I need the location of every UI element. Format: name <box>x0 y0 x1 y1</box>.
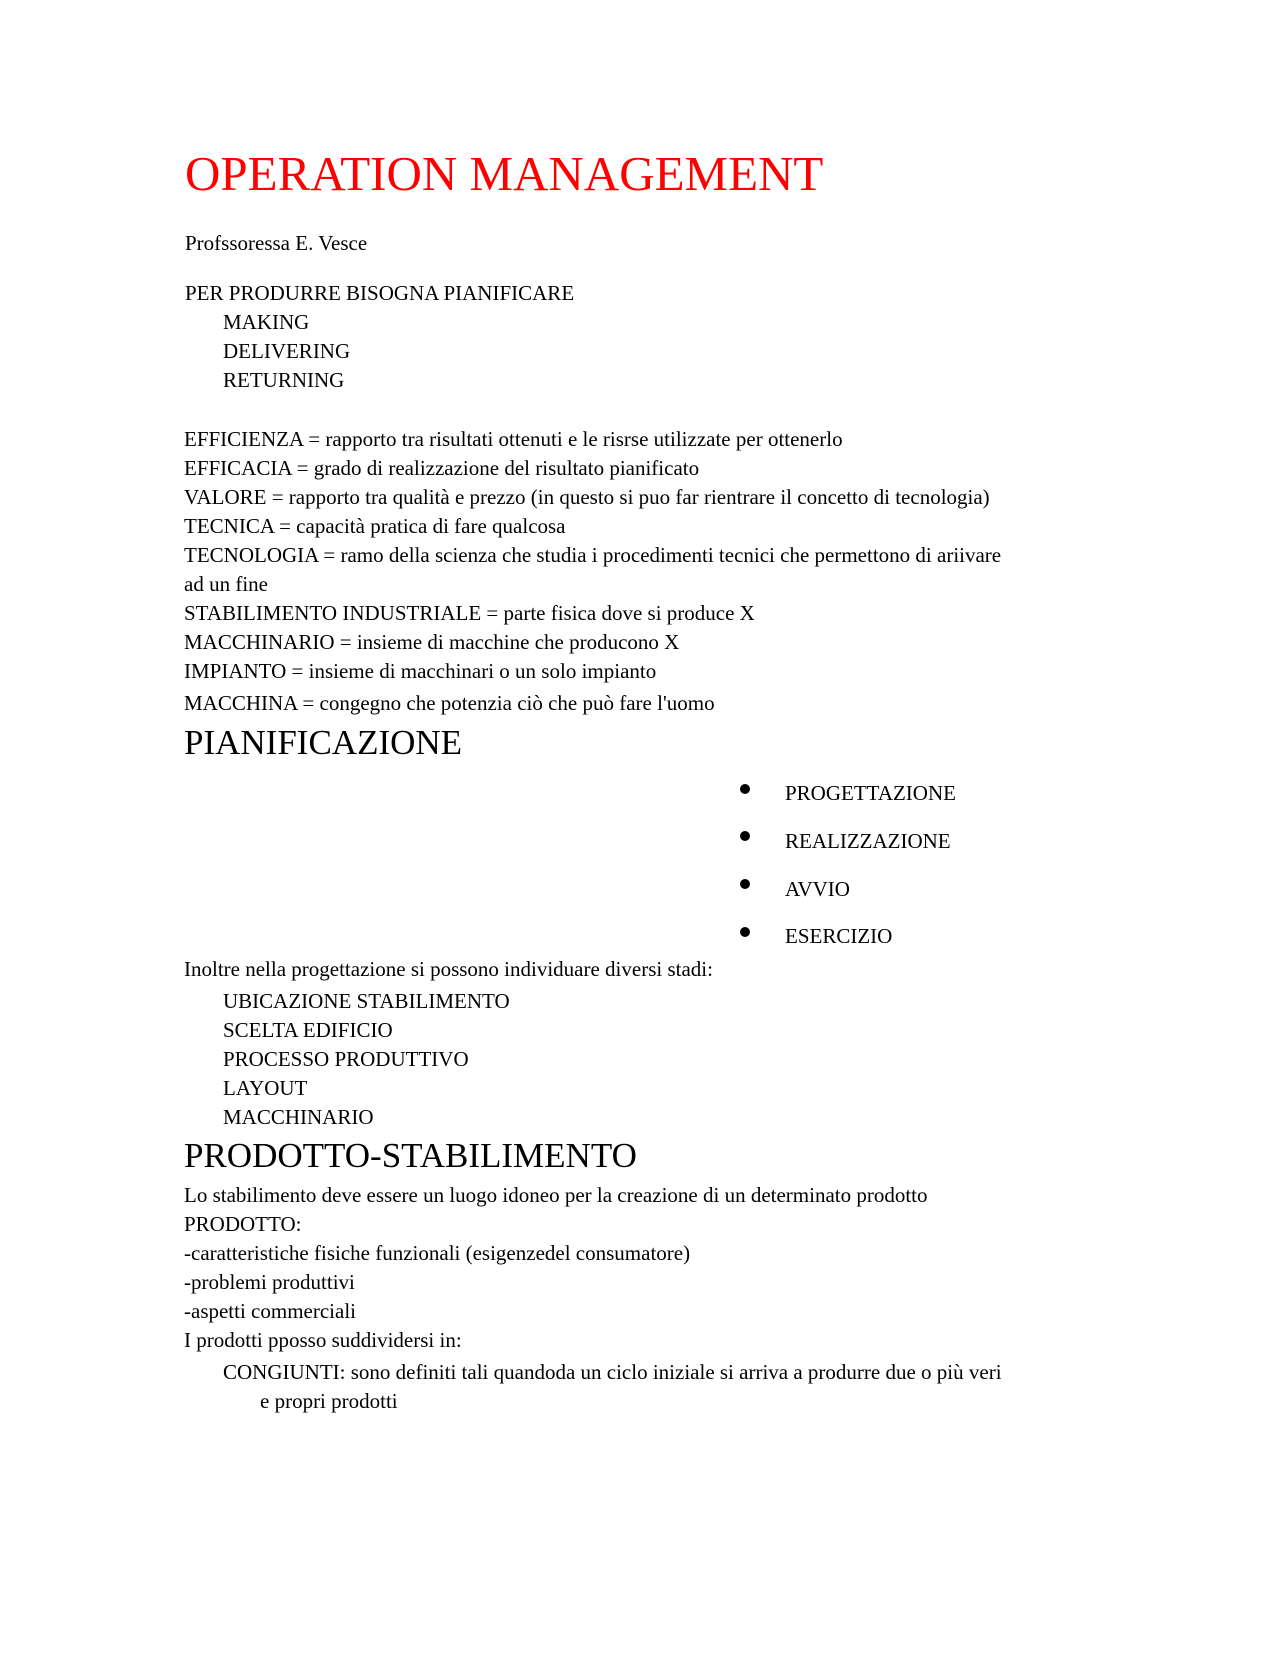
prodotto-line: -problemi produttivi <box>184 1270 355 1294</box>
definition-line: VALORE = rapporto tra qualità e prezzo (in questo si puo far rientrare il concetto di tecnologia) <box>184 485 990 509</box>
prodotto-line: I prodotti pposso suddividersi in: <box>184 1328 462 1352</box>
stage-item: SCELTA EDIFICIO <box>223 1018 393 1042</box>
congiunti-line: CONGIUNTI: sono definiti tali quandoda un ciclo iniziale si arriva a produrre due o più veri <box>223 1360 1002 1384</box>
definition-line: MACCHINA = congegno che potenzia ciò che può fare l'uomo <box>184 691 715 715</box>
prodotto-line: -aspetti commerciali <box>184 1299 357 1323</box>
bullet-icon <box>740 784 750 794</box>
definition-line: ad un fine <box>184 572 268 596</box>
bullet-icon <box>740 879 750 889</box>
definition-line: IMPIANTO = insieme di macchinari o un solo impianto <box>184 659 657 683</box>
bullet-item: ESERCIZIO <box>785 924 893 948</box>
intro-heading: PER PRODURRE BISOGNA PIANIFICARE <box>185 281 575 305</box>
definition-line: MACCHINARIO = insieme di macchine che producono X <box>184 630 680 654</box>
document-title: OPERATION MANAGEMENT <box>185 146 824 201</box>
definition-line: EFFICACIA = grado di realizzazione del risultato pianificato <box>184 456 700 480</box>
bullet-item: PROGETTAZIONE <box>785 781 956 805</box>
stage-item: PROCESSO PRODUTTIVO <box>223 1047 469 1071</box>
author-line: Profssoressa E. Vesce <box>185 231 368 255</box>
stage-item: UBICAZIONE STABILIMENTO <box>223 989 510 1013</box>
bullet-icon <box>740 927 750 937</box>
intro-item: RETURNING <box>223 368 345 392</box>
definition-line: TECNOLOGIA = ramo della scienza che studia i procedimenti tecnici che permettono di ariivare <box>184 543 1002 567</box>
definition-line: STABILIMENTO INDUSTRIALE = parte fisica dove si produce X <box>184 601 755 625</box>
bullet-icon <box>740 831 750 841</box>
bullet-item: REALIZZAZIONE <box>785 829 951 853</box>
stages-intro: Inoltre nella progettazione si possono individuare diversi stadi: <box>184 957 713 981</box>
section-heading-prodotto: PRODOTTO-STABILIMENTO <box>184 1136 637 1175</box>
congiunti-line-continuation: e propri prodotti <box>260 1389 398 1413</box>
definition-line: EFFICIENZA = rapporto tra risultati ottenuti e le risrse utilizzate per ottenerlo <box>184 427 843 451</box>
prodotto-line: -caratteristiche fisiche funzionali (esigenzedel consumatore) <box>184 1241 691 1265</box>
prodotto-line: PRODOTTO: <box>184 1212 302 1236</box>
section-heading-pianificazione: PIANIFICAZIONE <box>184 723 463 762</box>
stage-item: MACCHINARIO <box>223 1105 374 1129</box>
prodotto-line: Lo stabilimento deve essere un luogo idoneo per la creazione di un determinato prodotto <box>184 1183 928 1207</box>
bullet-item: AVVIO <box>785 877 850 901</box>
intro-item: DELIVERING <box>223 339 351 363</box>
stage-item: LAYOUT <box>223 1076 308 1100</box>
intro-item: MAKING <box>223 310 310 334</box>
definition-line: TECNICA = capacità pratica di fare qualcosa <box>184 514 566 538</box>
